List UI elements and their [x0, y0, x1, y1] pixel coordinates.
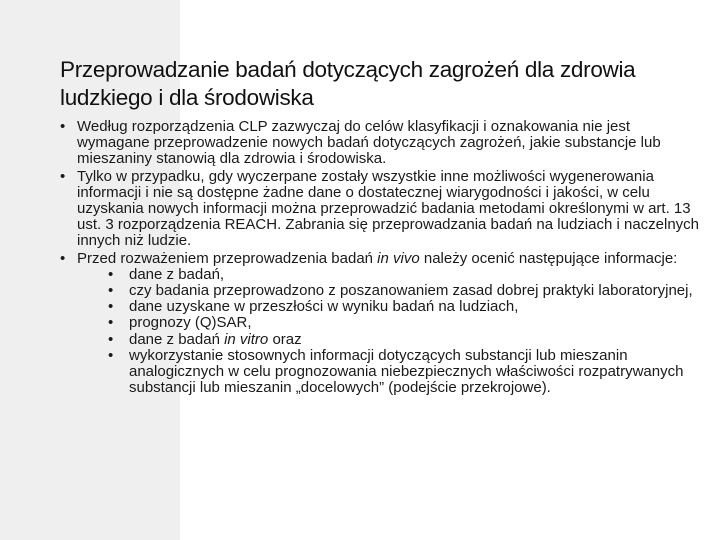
bullet-list: [60, 119, 700, 396]
sub-bullet-item: • czy badania przeprowadzono z poszanowaniem zasad dobrej praktyki laboratoryjnej,: [77, 283, 700, 299]
sub-bullet-item: • dane z badań,: [77, 267, 700, 283]
slide-title: Przeprowadzanie badań dotyczących zagrożeń dla zdrowia ludzkiego i dla środowiska: [60, 57, 636, 110]
sub-bullet-item: • wykorzystanie stosownych informacji dotyczących substancji lub mieszanin analogicznych w celu prognozowania niebezpiecznych właściwości rozpatrywanych substancji lub mieszanin „docelowych” (podejście przekrojowe).: [77, 348, 700, 397]
bullet-text: Przed rozważeniem przeprowadzenia badań: [77, 249, 378, 267]
bullet-emphasis: in vivo: [377, 249, 420, 267]
bullet-item: [60, 251, 700, 397]
sub-bullet-item: • prognozy (Q)SAR,: [77, 315, 700, 331]
sub-bullet-emphasis: in vitro: [224, 330, 269, 348]
sub-bullet-item: [77, 332, 700, 348]
bullet-text: należy ocenić następujące informacje:: [419, 249, 678, 267]
bullet-item: • Według rozporządzenia CLP zazwyczaj do celów klasyfikacji i oznakowania nie jest wymagane przeprowadzenie nowych badań dotyczących zagrożeń, jakie substancje lub mieszaniny stanowią dla zdrowia i środowiska.: [60, 119, 700, 168]
sub-bullet-list: [77, 267, 700, 397]
bullet-item: • Tylko w przypadku, gdy wyczerpane zostały wszystkie inne możliwości wygenerowania informacji i nie są dostępne żadne dane o dostatecznej wiarygodności i jakości, w celu uzyskania nowych informacji można przeprowadzić badania metodami określonymi w art. 13 ust. 3 rozporządzenia REACH. Zabrania się przeprowadzania badań na ludziach i naczelnych innych niż ludzie.: [60, 169, 700, 250]
sub-bullet-text: oraz: [268, 330, 302, 348]
sub-bullet-item: • dane uzyskane w przeszłości w wyniku badań na ludziach,: [77, 299, 700, 315]
slide-content: [60, 119, 700, 397]
sub-bullet-text: dane z badań: [129, 330, 225, 348]
